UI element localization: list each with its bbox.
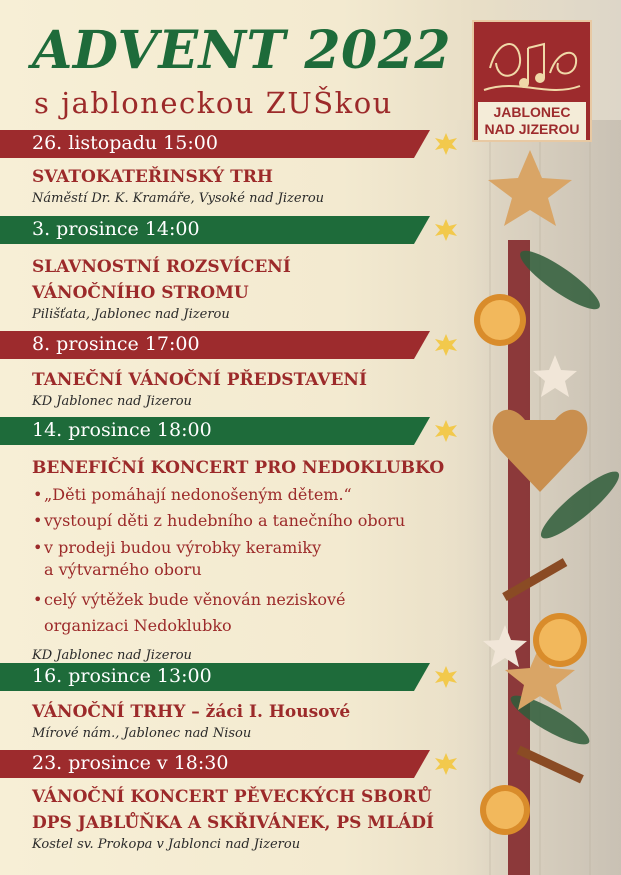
logo-line-2: NAD JIZEROU <box>484 121 580 137</box>
event-location: Pilišťata, Jablonec nad Jizerou <box>32 307 230 322</box>
event-bullet-list <box>0 483 470 639</box>
event-title: TANEČNÍ VÁNOČNÍ PŘEDSTAVENÍ <box>32 370 367 390</box>
bullet-text-line: a výtvarného oboru <box>44 560 202 579</box>
event-item <box>0 750 470 854</box>
star-icon <box>433 132 459 156</box>
event-location: Kostel sv. Prokopa v Jablonci nad Jizerou <box>32 837 301 852</box>
bullet-item: • „Děti pomáhají nedonošeným dětem.“ <box>0 483 470 507</box>
event-item <box>0 216 470 324</box>
event-date: 26. listopadu 15:00 <box>32 132 218 154</box>
event-title: BENEFIČNÍ KONCERT PRO NEDOKLUBKO <box>32 458 445 478</box>
school-logo <box>472 20 592 142</box>
logo-text <box>478 102 586 140</box>
event-date-bar <box>0 216 470 244</box>
event-date-bar <box>0 417 470 445</box>
bullet-text-line: v prodeji budou výrobky keramiky <box>44 538 322 557</box>
star-icon <box>433 218 459 242</box>
event-title: VÁNOČNÍ TRHY – žáci I. Housové <box>32 702 351 722</box>
event-item <box>0 130 470 208</box>
event-location: Mírové nám., Jablonec nad Nisou <box>32 726 252 741</box>
star-icon <box>433 752 459 776</box>
event-date: 16. prosince 13:00 <box>32 665 212 687</box>
event-item <box>0 417 470 665</box>
event-title: SVATOKATEŘINSKÝ TRH <box>32 167 273 187</box>
star-icon <box>433 333 459 357</box>
bullet-item <box>0 587 470 639</box>
bullet-item: • vystoupí děti z hudebního a tanečního oboru <box>0 507 470 535</box>
star-icon <box>433 419 459 443</box>
event-location: KD Jablonec nad Jizerou <box>32 394 192 409</box>
music-logo-icon <box>478 28 586 98</box>
bullet-text-line: celý výtěžek bude věnován neziskové <box>44 590 346 609</box>
event-date-bar <box>0 663 470 691</box>
bullet-item <box>0 537 470 581</box>
page-subtitle: s jabloneckou ZUŠkou <box>34 86 393 120</box>
event-title-line-2: VÁNOČNÍHO STROMU <box>32 283 249 303</box>
event-item <box>0 663 470 743</box>
event-date: 23. prosince v 18:30 <box>32 752 229 774</box>
event-title: SLAVNOSTNÍ ROZSVÍCENÍ <box>32 257 291 277</box>
star-icon <box>433 665 459 689</box>
event-date-bar <box>0 750 470 778</box>
bullet-text-line: organizaci Nedoklubko <box>44 616 232 635</box>
page-title: ADVENT 2022 <box>32 20 452 81</box>
event-date-bar <box>0 130 470 158</box>
event-date-bar <box>0 331 470 359</box>
event-location: Náměstí Dr. K. Kramáře, Vysoké nad Jizerou <box>32 191 325 206</box>
event-date: 3. prosince 14:00 <box>32 218 200 240</box>
event-title: VÁNOČNÍ KONCERT PĚVECKÝCH SBORŮ <box>32 787 432 807</box>
event-date: 14. prosince 18:00 <box>32 419 212 441</box>
event-title-line-2: DPS JABLŮŇKA A SKŘIVÁNEK, PS MLÁDÍ <box>32 813 434 833</box>
event-location: KD Jablonec nad Jizerou <box>32 648 192 663</box>
event-item <box>0 331 470 411</box>
logo-line-1: JABLONEC <box>493 104 571 120</box>
event-date: 8. prosince 17:00 <box>32 333 200 355</box>
